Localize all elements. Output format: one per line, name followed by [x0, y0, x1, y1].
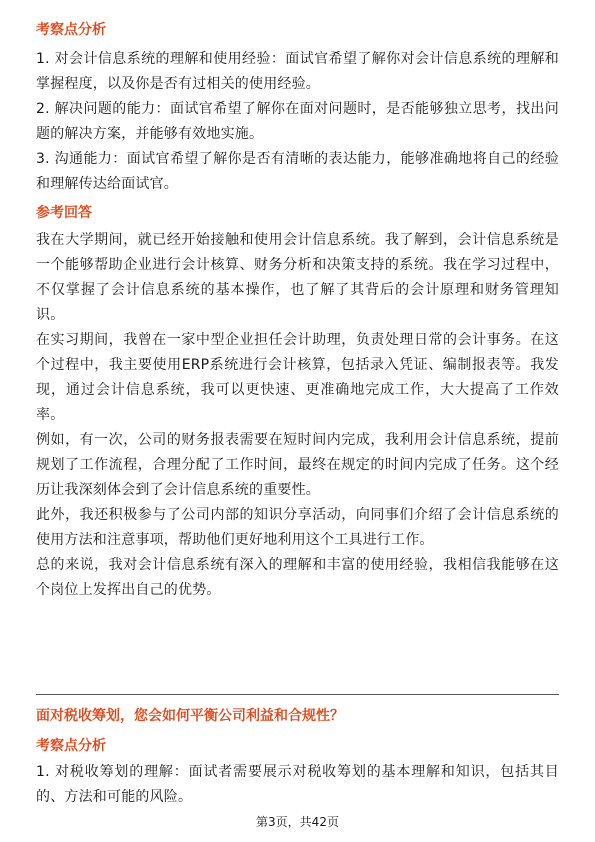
next-question	[36, 706, 559, 810]
section-heading-answer: 参考回答	[36, 205, 92, 221]
answer-paragraph-3: 例如，有一次，公司的财务报表需要在短时间内完成，我利用会计信息系统，提前规划了工作流程，合理分配了工作时间，最终在规定的时间内完成了任务。这个经历让我深刻体会到了会计信息系统的重要性。	[36, 432, 559, 498]
section-divider	[36, 694, 559, 695]
answer-paragraph-5: 总的来说，我对会计信息系统有深入的理解和丰富的使用经验，我相信我能够在这个岗位上发挥出自己的优势。	[36, 557, 559, 598]
analysis-point-2: 2. 解决问题的能力：面试官希望了解你在面对问题时，是否能够独立思考，找出问题的解决方案，并能够有效地实施。	[36, 101, 559, 142]
section-heading-analysis: 考察点分析	[36, 22, 106, 38]
question-title: 面对税收筹划，您会如何平衡公司利益和合规性？	[36, 708, 344, 724]
analysis-point-q2-1: 1. 对税收筹划的理解：面试者需要展示对税收筹划的基本理解和知识，包括其目的、方法和可能的风险。	[36, 764, 559, 805]
section-heading-analysis-2: 考察点分析	[36, 738, 106, 754]
analysis-point-1: 1. 对会计信息系统的理解和使用经验：面试官希望了解你对会计信息系统的理解和掌握程度，以及你是否有过相关的使用经验。	[36, 51, 559, 92]
answer-paragraph-4: 此外，我还积极参与了公司内部的知识分享活动，向同事们介绍了会计信息系统的使用方法和注意事项，帮助他们更好地利用这个工具进行工作。	[36, 507, 559, 548]
answer-paragraph-2: 在实习期间，我曾在一家中型企业担任会计助理，负责处理日常的会计事务。在这个过程中，我主要使用ERP系统进行会计核算，包括录入凭证、编制报表等。我发现，通过会计信息系统，我可以更快速、更准确地完成工作，大大提高了工作效率。	[36, 332, 559, 423]
analysis-point-3: 3. 沟通能力：面试官希望了解你是否有清晰的表达能力，能够准确地将自己的经验和理解传达给面试官。	[36, 151, 559, 192]
page-content	[36, 20, 559, 603]
page-number: 第3页，共42页	[256, 815, 339, 829]
answer-paragraph-1: 我在大学期间，就已经开始接触和使用会计信息系统。我了解到，会计信息系统是一个能够帮助企业进行会计核算、财务分析和决策支持的系统。我在学习过程中，不仅掌握了会计信息系统的基本操作，也了解了其背后的会计原理和财务管理知识。	[36, 232, 559, 323]
